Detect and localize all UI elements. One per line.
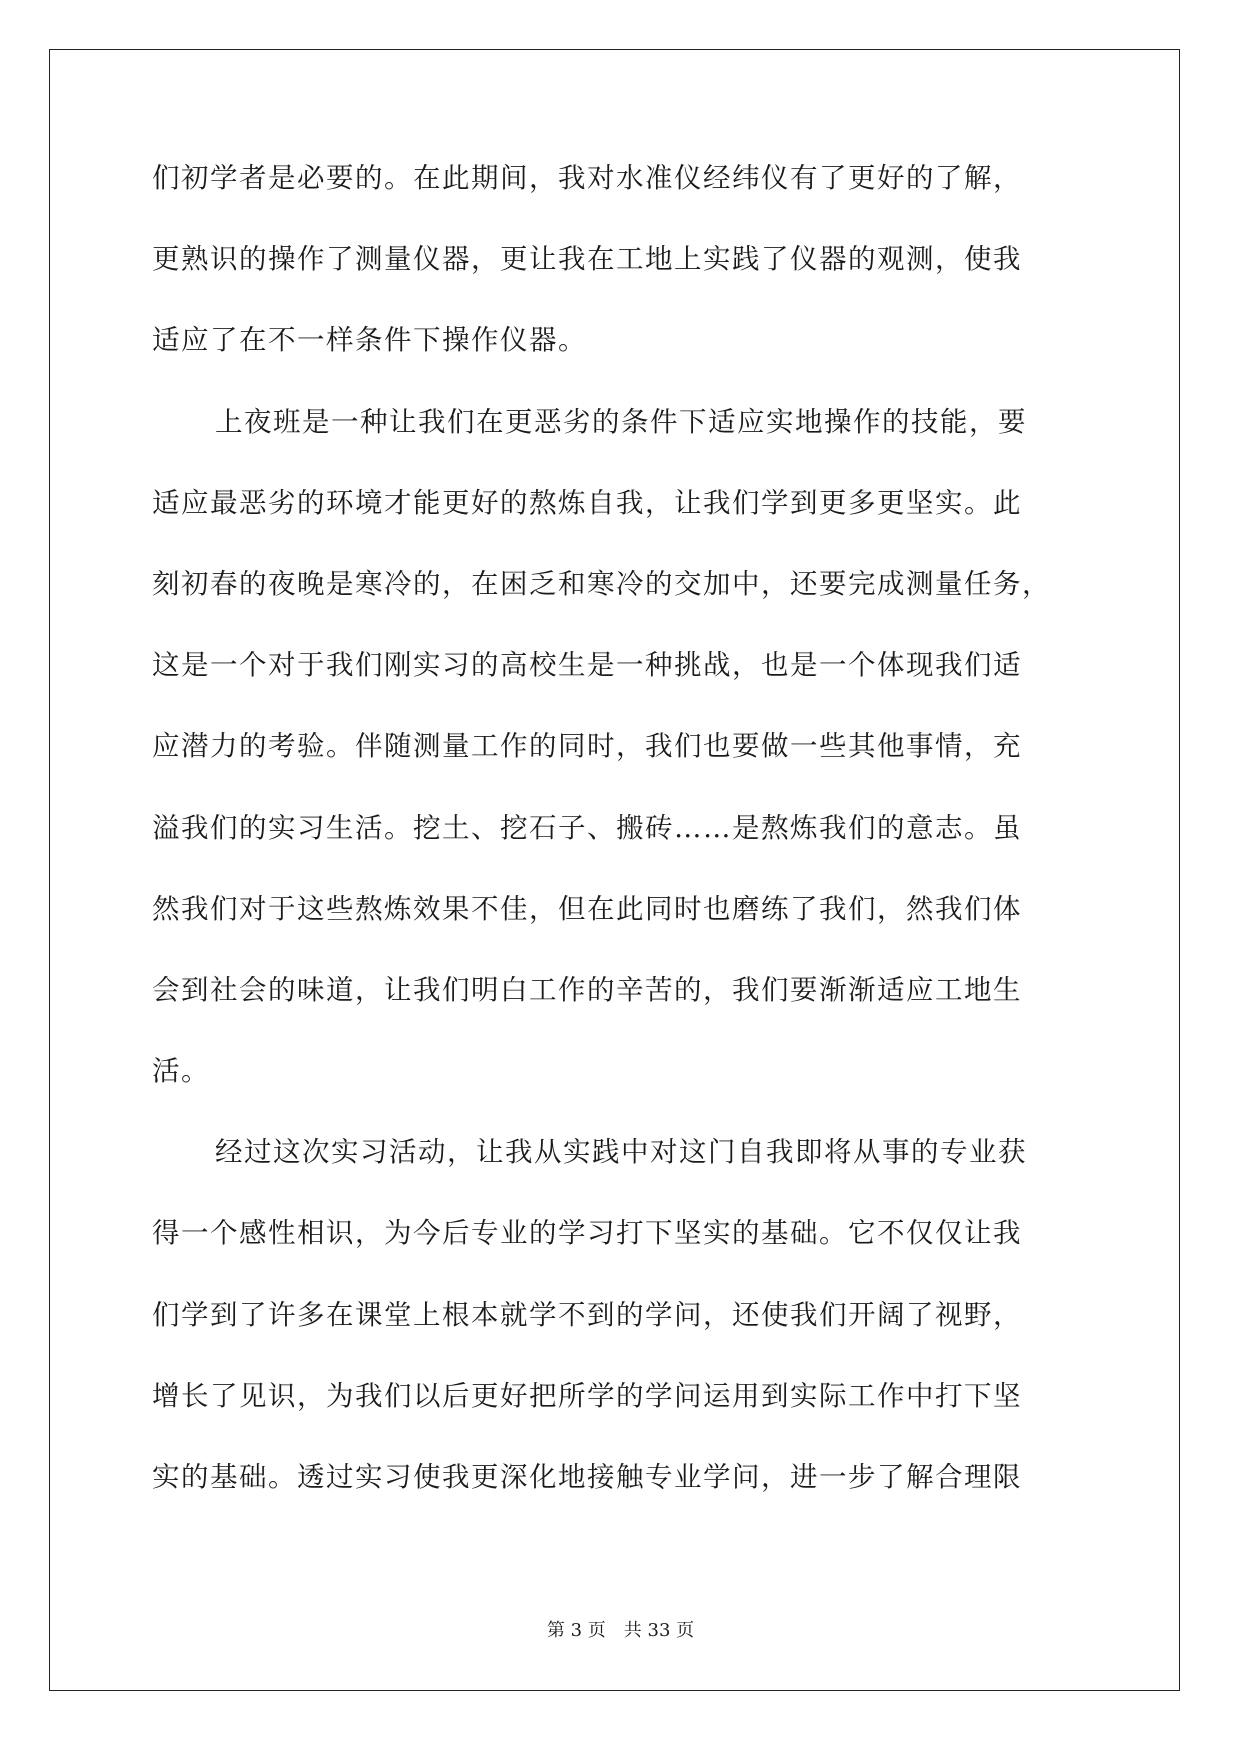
text-line-6: 刻初春的夜晚是寒冷的，在困乏和寒冷的交加中，还要完成测量任务， bbox=[152, 567, 1051, 600]
text-line-7: 这是一个对于我们刚实习的高校生是一种挑战，也是一个体现我们适 bbox=[152, 649, 1022, 682]
text-line-5: 适应最恶劣的环境才能更好的熬炼自我，让我们学到更多更坚实。此 bbox=[152, 486, 1022, 519]
page-number: 第 3 页 bbox=[546, 1620, 606, 1641]
text-line-11: 会到社会的味道，让我们明白工作的辛苦的，我们要渐渐适应工地生 bbox=[152, 973, 1022, 1006]
text-line-3: 适应了在不一样条件下操作仪器。 bbox=[152, 324, 587, 357]
page-footer bbox=[0, 1616, 1241, 1642]
document-body bbox=[152, 148, 1092, 1528]
text-line-13: 经过这次实习活动，让我从实践中对这门自我即将从事的专业获 bbox=[215, 1136, 1027, 1169]
text-line-12: 活。 bbox=[152, 1055, 210, 1088]
text-line-1: 们初学者是必要的。在此期间，我对水准仪经纬仪有了更好的了解， bbox=[152, 162, 1022, 194]
text-line-2: 更熟识的操作了测量仪器，更让我在工地上实践了仪器的观测，使我 bbox=[152, 243, 1022, 276]
text-line-16: 增长了见识，为我们以后更好把所学的学问运用到实际工作中打下坚 bbox=[152, 1379, 1022, 1412]
text-line-17: 实的基础。透过实习使我更深化地接触专业学问，进一步了解合理限 bbox=[152, 1461, 1022, 1493]
text-line-15: 们学到了许多在课堂上根本就学不到的学问，还使我们开阔了视野， bbox=[152, 1298, 1022, 1331]
page-total: 共 33 页 bbox=[623, 1620, 695, 1641]
text-line-14: 得一个感性相识，为今后专业的学习打下坚实的基础。它不仅仅让我 bbox=[152, 1217, 1022, 1250]
text-line-10: 然我们对于这些熬炼效果不佳，但在此同时也磨练了我们，然我们体 bbox=[152, 892, 1022, 925]
text-line-4: 上夜班是一种让我们在更恶劣的条件下适应实地操作的技能，要 bbox=[215, 405, 1027, 438]
text-line-8: 应潜力的考验。伴随测量工作的同时，我们也要做一些其他事情，充 bbox=[152, 730, 1022, 763]
text-line-9: 溢我们的实习生活。挖土、挖石子、搬砖……是熬炼我们的意志。虽 bbox=[152, 811, 1022, 844]
